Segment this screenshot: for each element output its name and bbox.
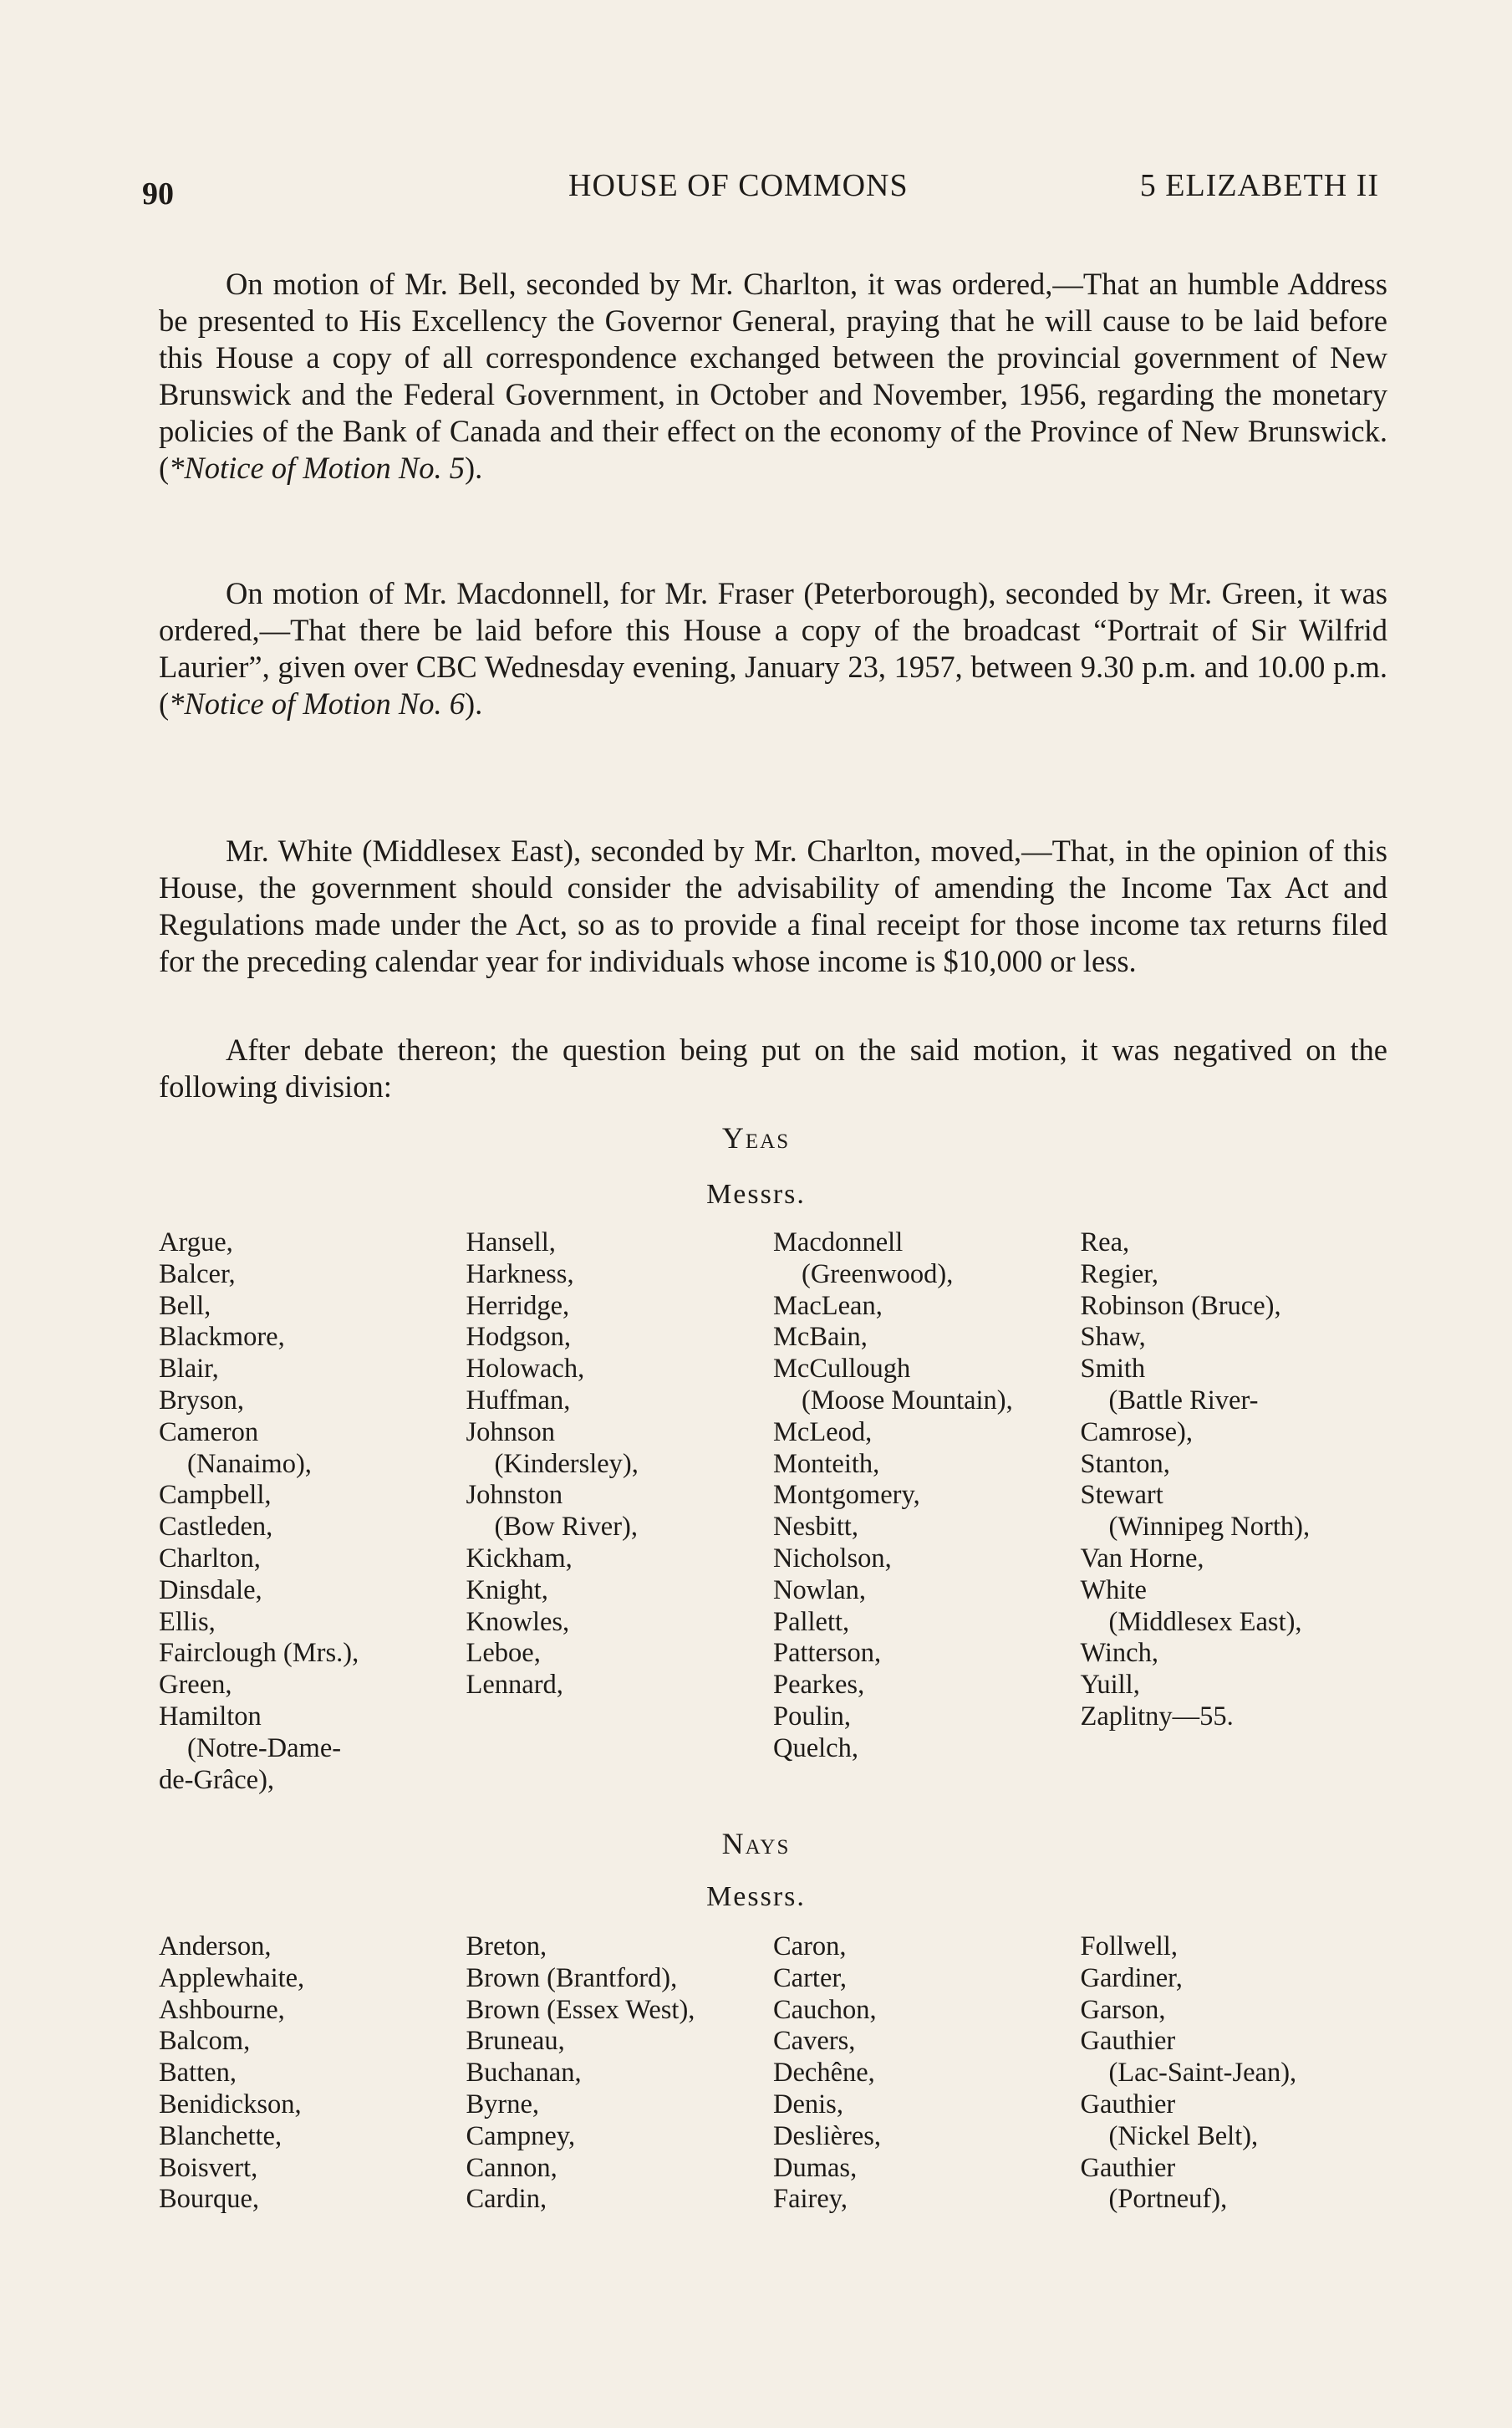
member-name: Huffman, bbox=[466, 1385, 571, 1415]
member-name: McBain, bbox=[773, 1322, 868, 1353]
member-name: Carter, bbox=[773, 1962, 848, 1993]
member-name: McCullough bbox=[773, 1354, 911, 1385]
paragraph-white-motion bbox=[159, 833, 1387, 980]
member-name: Pallett, bbox=[773, 1606, 850, 1637]
paragraph-text: On motion of Mr. Macdonnell, for Mr. Fraser (Peterborough), seconded by Mr. Green, it was ordered,—That there be laid before this House a copy of the broadcast “Portrait of Sir Wilfrid Laurier”, given over CBC Wednesday evening, January 23, 1957, between 9.30 p.m. and 10.00 p.m. ( bbox=[159, 576, 1387, 721]
member-name: Denis, bbox=[773, 2089, 843, 2119]
member-name: Macdonnell bbox=[773, 1227, 904, 1257]
member-name: Green, bbox=[159, 1670, 232, 1701]
nays-column bbox=[773, 1931, 1081, 2216]
member-name: Applewhaite, bbox=[159, 1962, 305, 1993]
member-name: (Greenwood), bbox=[802, 1258, 954, 1289]
member-name: Follwell, bbox=[1080, 1931, 1178, 1961]
paragraph-bell-motion bbox=[159, 266, 1387, 487]
member-name: Balcom, bbox=[159, 2026, 251, 2057]
member-name: Hansell, bbox=[466, 1227, 556, 1257]
member-name: Gardiner, bbox=[1080, 1962, 1183, 1993]
member-name: Bourque, bbox=[159, 2184, 260, 2215]
member-name: Smith bbox=[1080, 1354, 1146, 1385]
member-name: Winch, bbox=[1080, 1638, 1158, 1669]
member-name: Bruneau, bbox=[466, 2026, 565, 2057]
member-name: Nowlan, bbox=[773, 1574, 867, 1605]
member-name: Lennard, bbox=[466, 1670, 563, 1701]
member-name: Batten, bbox=[159, 2058, 237, 2089]
member-name: McLeod, bbox=[773, 1416, 873, 1447]
member-name: MacLean, bbox=[773, 1290, 883, 1321]
member-name: (Nickel Belt), bbox=[1108, 2120, 1259, 2151]
member-name: Blanchette, bbox=[159, 2120, 283, 2151]
member-name: White bbox=[1080, 1574, 1147, 1605]
member-name: Knowles, bbox=[466, 1606, 570, 1637]
member-name: Cavers, bbox=[773, 2026, 856, 2057]
member-name: Rea, bbox=[1080, 1227, 1130, 1257]
member-name: Hodgson, bbox=[466, 1322, 571, 1353]
member-name: Harkness, bbox=[466, 1258, 574, 1289]
paragraph-text: Mr. White (Middlesex East), seconded by Mr. Charlton, moved,—That, in the opinion of this House, the government should consider the advisability of amending the Income Tax Act and Regulations made under the Act, so as to provide a final receipt for those income tax returns filed for the preceding calendar year for individuals whose income is $10,000 or less. bbox=[159, 834, 1387, 978]
member-name: Van Horne, bbox=[1080, 1543, 1204, 1574]
yeas-column bbox=[1081, 1227, 1388, 1796]
member-name: Quelch, bbox=[773, 1732, 858, 1763]
member-name: de-Grâce), bbox=[159, 1764, 275, 1795]
yeas-column bbox=[773, 1227, 1081, 1796]
member-name: Poulin, bbox=[773, 1701, 852, 1732]
member-name: Castleden, bbox=[159, 1512, 273, 1543]
regnal-year: 5 ELIZABETH II bbox=[1139, 168, 1379, 203]
member-name: Camrose), bbox=[1080, 1416, 1193, 1447]
member-name: Balcer, bbox=[159, 1258, 236, 1289]
member-name: (Lac-Saint-Jean), bbox=[1108, 2058, 1297, 2089]
nays-heading: Nays bbox=[721, 1827, 791, 1860]
member-name: Argue, bbox=[159, 1227, 233, 1257]
notice-reference: *Notice of Motion No. 6 bbox=[169, 686, 465, 721]
member-name: (Winnipeg North), bbox=[1108, 1512, 1311, 1543]
member-name: Blair, bbox=[159, 1354, 219, 1385]
member-name: Cardin, bbox=[466, 2184, 547, 2215]
member-name: (Middlesex East), bbox=[1108, 1606, 1302, 1637]
member-name: Yuill, bbox=[1080, 1670, 1140, 1701]
member-name: Buchanan, bbox=[466, 2058, 582, 2089]
paragraph-text: After debate thereon; the question being put on the said motion, it was negatived on the following division: bbox=[159, 1033, 1387, 1104]
paragraph-macdonnell-motion bbox=[159, 575, 1387, 722]
paragraph-division bbox=[159, 1032, 1387, 1105]
member-name: Kickham, bbox=[466, 1543, 573, 1574]
member-name: Campney, bbox=[466, 2120, 576, 2151]
member-name: Benidickson, bbox=[159, 2089, 302, 2119]
member-name: Dechêne, bbox=[773, 2058, 875, 2089]
member-name: Campbell, bbox=[159, 1480, 272, 1511]
member-name: Leboe, bbox=[466, 1638, 541, 1669]
page-number: 90 bbox=[142, 176, 174, 212]
running-title: HOUSE OF COMMONS bbox=[568, 168, 909, 203]
member-name: Knight, bbox=[466, 1574, 548, 1605]
member-name: Dumas, bbox=[773, 2152, 858, 2183]
yeas-messrs: Messrs. bbox=[706, 1179, 806, 1210]
member-name: (Battle River- bbox=[1108, 1385, 1259, 1415]
member-name: (Notre-Dame- bbox=[187, 1732, 342, 1763]
member-name: Boisvert, bbox=[159, 2152, 258, 2183]
member-name: Bell, bbox=[159, 1290, 211, 1321]
member-name: Stewart bbox=[1080, 1480, 1163, 1511]
member-name: Cauchon, bbox=[773, 1994, 877, 2025]
nays-messrs: Messrs. bbox=[706, 1881, 806, 1912]
member-name: Blackmore, bbox=[159, 1322, 285, 1353]
member-name: Fairclough (Mrs.), bbox=[159, 1638, 359, 1669]
member-name: Hamilton bbox=[159, 1701, 262, 1732]
member-name: Gauthier bbox=[1080, 2026, 1176, 2057]
nays-column bbox=[1081, 1931, 1388, 2216]
yeas-list bbox=[159, 1227, 1387, 1796]
member-name: Deslières, bbox=[773, 2120, 882, 2151]
member-name: Johnston bbox=[466, 1480, 563, 1511]
member-name: Ashbourne, bbox=[159, 1994, 285, 2025]
member-name: Montgomery, bbox=[773, 1480, 920, 1511]
member-name: Gauthier bbox=[1080, 2152, 1176, 2183]
member-name: Shaw, bbox=[1080, 1322, 1146, 1353]
yeas-heading: Yeas bbox=[721, 1121, 791, 1155]
member-name: Bryson, bbox=[159, 1385, 245, 1415]
notice-reference: *Notice of Motion No. 5 bbox=[169, 451, 465, 485]
member-name: Nesbitt, bbox=[773, 1512, 859, 1543]
yeas-column bbox=[466, 1227, 774, 1796]
member-name: Cannon, bbox=[466, 2152, 557, 2183]
member-name: Anderson, bbox=[159, 1931, 272, 1961]
member-name: Herridge, bbox=[466, 1290, 570, 1321]
page-header bbox=[142, 167, 1379, 217]
member-name: Ellis, bbox=[159, 1606, 216, 1637]
member-name: Dinsdale, bbox=[159, 1574, 262, 1605]
member-name: Garson, bbox=[1080, 1994, 1166, 2025]
member-name: Brown (Essex West), bbox=[466, 1994, 695, 2025]
paragraph-tail: ). bbox=[464, 451, 483, 485]
member-name: (Kindersley), bbox=[494, 1448, 639, 1479]
member-name: Gauthier bbox=[1080, 2089, 1176, 2119]
member-name: Patterson, bbox=[773, 1638, 882, 1669]
member-name: Stanton, bbox=[1080, 1448, 1170, 1479]
member-name: (Portneuf), bbox=[1108, 2184, 1228, 2215]
member-name: Breton, bbox=[466, 1931, 547, 1961]
paragraph-tail: ). bbox=[464, 686, 483, 721]
member-name: Nicholson, bbox=[773, 1543, 892, 1574]
member-name: Fairey, bbox=[773, 2184, 848, 2215]
member-name: Cameron bbox=[159, 1416, 259, 1447]
member-name: Johnson bbox=[466, 1416, 556, 1447]
paragraph-text: On motion of Mr. Bell, seconded by Mr. Charlton, it was ordered,—That an humble Address be presented to His Excellency the Governor General, praying that he will cause to be laid before this House a copy of all correspondence exchanged between the provincial government of New Brunswick and the Federal Government, in October and November, 1956, regarding the monetary policies of the Bank of Canada and their effect on the economy of the Province of New Brunswick. ( bbox=[159, 267, 1387, 485]
nays-column bbox=[159, 1931, 466, 2216]
nays-column bbox=[466, 1931, 774, 2216]
member-name: Holowach, bbox=[466, 1354, 585, 1385]
member-name: (Moose Mountain), bbox=[802, 1385, 1013, 1415]
member-name: Byrne, bbox=[466, 2089, 540, 2119]
member-name: (Bow River), bbox=[494, 1512, 638, 1543]
member-name: Pearkes, bbox=[773, 1670, 865, 1701]
member-name: Regier, bbox=[1080, 1258, 1158, 1289]
yeas-column bbox=[159, 1227, 466, 1796]
member-name: Caron, bbox=[773, 1931, 847, 1961]
member-name: Monteith, bbox=[773, 1448, 880, 1479]
member-name: Brown (Brantford), bbox=[466, 1962, 678, 1993]
member-name: Robinson (Bruce), bbox=[1080, 1290, 1281, 1321]
member-name: Zaplitny—55. bbox=[1080, 1701, 1234, 1732]
member-name: (Nanaimo), bbox=[187, 1448, 312, 1479]
nays-list bbox=[159, 1931, 1387, 2216]
member-name: Charlton, bbox=[159, 1543, 261, 1574]
